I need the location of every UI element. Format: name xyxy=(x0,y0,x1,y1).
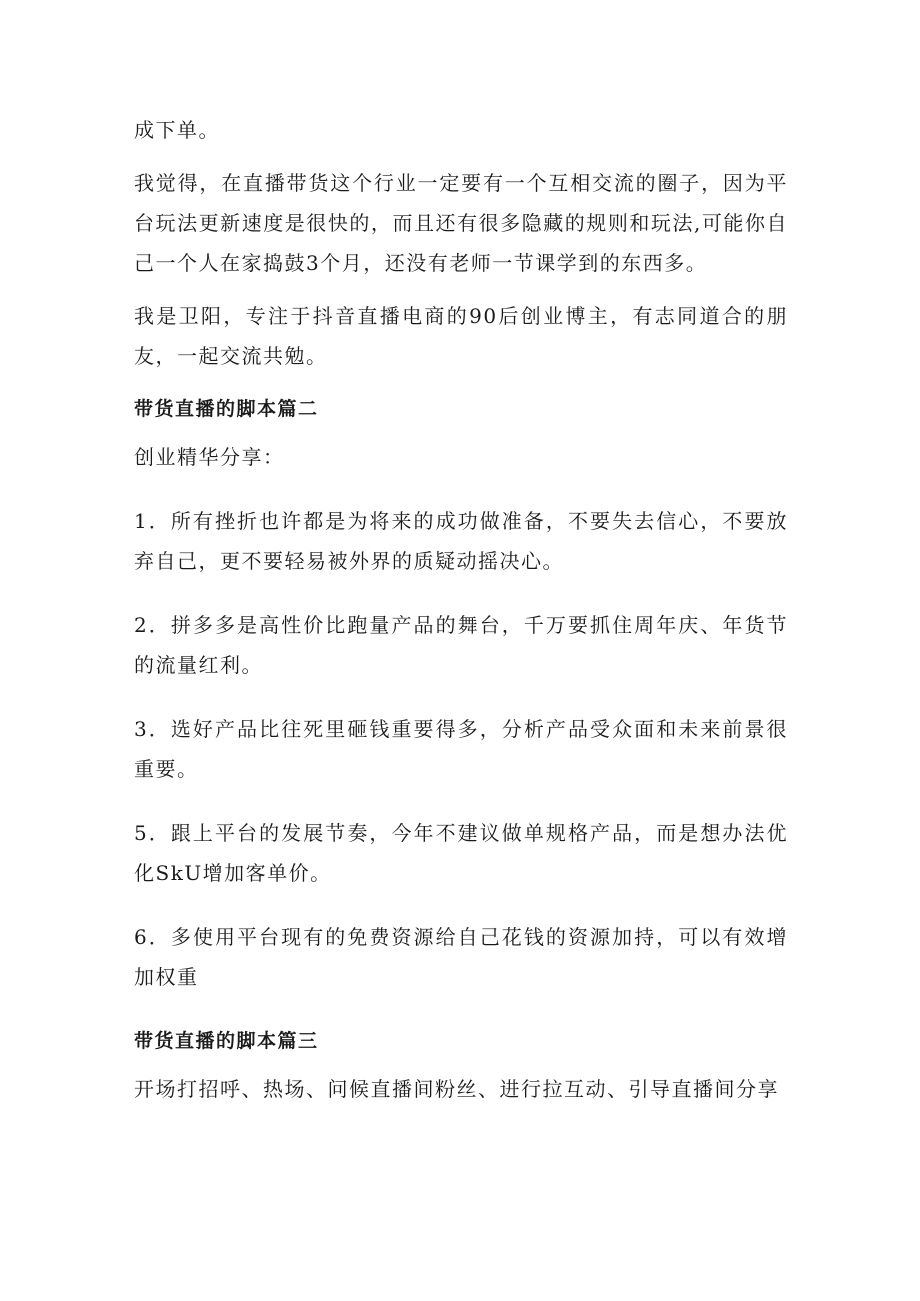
list-item-number: 3 xyxy=(134,717,149,741)
section-subtitle-2: 创业精华分享： xyxy=(134,445,285,469)
list-item-number: 5 xyxy=(134,821,149,845)
list-item xyxy=(134,501,788,581)
list-item-text: ．跟上平台的发展节奏，今年不建议做单规格产品，而是想办法优化SkU增加客单价。 xyxy=(134,821,788,885)
list-item xyxy=(134,605,788,685)
list-item xyxy=(134,709,788,789)
list-item-text: ．多使用平台现有的免费资源给自己花钱的资源加持，可以有效增加权重 xyxy=(134,925,788,989)
list-item xyxy=(134,813,788,893)
paragraph-1: 成下单。 xyxy=(134,118,220,142)
list-item-text: ．选好产品比往死里砸钱重要得多，分析产品受众面和未来前景很重要。 xyxy=(134,717,788,781)
paragraph-last: 开场打招呼、热场、问候直播间粉丝、进行拉互动、引导直播间分享 xyxy=(134,1077,779,1101)
document-page xyxy=(134,110,788,1122)
list-item xyxy=(134,917,788,997)
paragraph-2: 我觉得，在直播带货这个行业一定要有一个互相交流的圈子，因为平台玩法更新速度是很快的，而且还有很多隐藏的规则和玩法,可能你自己一个人在家捣鼓3个月，还没有老师一节课学到的东西多。 xyxy=(134,171,788,275)
list-item-number: 2 xyxy=(134,613,149,637)
list-item-number: 1 xyxy=(134,509,149,533)
list-item-text: ．所有挫折也许都是为将来的成功做准备，不要失去信心，不要放弃自己，更不要轻易被外界的质疑动摇决心。 xyxy=(134,509,788,573)
section-heading-3: 带货直播的脚本篇三 xyxy=(134,1030,319,1052)
paragraph-3: 我是卫阳，专注于抖音直播电商的90后创业博主，有志同道合的朋友，一起交流共勉。 xyxy=(134,304,788,368)
section-heading-2: 带货直播的脚本篇二 xyxy=(134,398,319,420)
list-item-number: 6 xyxy=(134,925,149,949)
tips-list xyxy=(134,501,788,997)
list-item-text: ．拼多多是高性价比跑量产品的舞台，千万要抓住周年庆、年货节的流量红利。 xyxy=(134,613,788,677)
